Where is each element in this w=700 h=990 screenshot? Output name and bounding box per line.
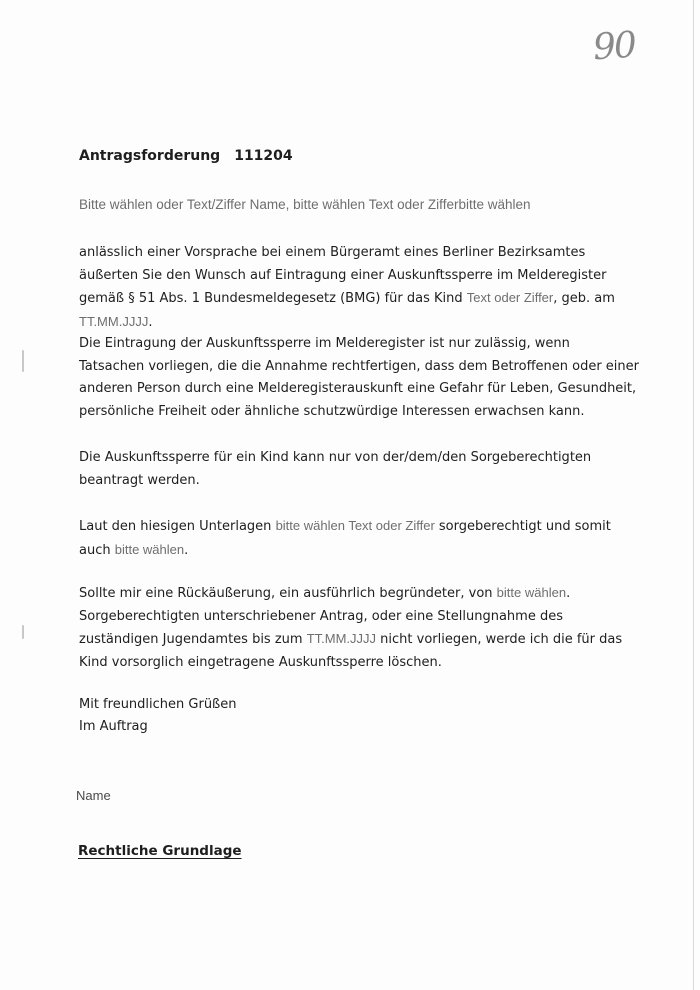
paragraph-text: . [148,314,153,330]
placeholder-child-name: Text oder Ziffer [466,290,554,305]
document-heading [79,148,293,164]
paragraph-conditions: Die Eintragung der Auskunftssperre im Melderegister ist nur zulässig, wenn Tatsachen vorliegen, die die Annahme rechtfertigen, dass dem Betroffenen oder einer anderen Person durch eine Melderegisterauskunft eine Gefahr für Leben, Gesundheit, persönliche Freiheit oder ähnliche schutzwürdige Interessen erwachsen kann. [79,336,640,419]
closing-by-order: Im Auftrag [79,719,148,734]
paragraph-text: sorgeberechtigt und somit auch [79,519,611,558]
paragraph-text: Laut den hiesigen Unterlagen [79,519,276,534]
paragraph-records [79,515,639,562]
closing-block [79,694,237,738]
heading-number: 111204 [234,148,293,164]
signer-name: Name [76,788,111,803]
paragraph-text: . Sorgeberechtigten unterschriebener Antrag, oder eine Stellungnahme des zuständigen Jugendamtes bis zum [79,586,571,647]
handwritten-page-number: 90 [591,24,637,69]
placeholder-choice: bitte wählen [496,585,567,600]
legal-basis-heading: Rechtliche Grundlage [78,843,242,859]
paragraph-deletion-notice [79,582,639,674]
placeholder-birth-date: TT.MM.JJJJ [79,313,149,329]
paragraph-guardians: Die Auskunftssperre für ein Kind kann nur von der/dem/den Sorgeberechtigten beantragt werden. [79,450,592,488]
placeholder-deadline-date: TT.MM.JJJJ [306,631,377,646]
heading-label: Antragsforderung [79,148,221,164]
paragraph-text: , geb. am [553,291,615,306]
paragraph-text: Sollte mir eine Rückäußerung, ein ausführlich begründeter, von [79,586,497,601]
scan-mark [22,625,24,639]
paragraph-text: anlässlich einer Vorsprache bei einem Bürgeramt eines Berliner Bezirksamtes äußerten Sie den Wunsch auf Eintragung einer Auskunftssperre im Melderegister gemäß § 51 Abs. 1 Bundesmeldegesetz (BMG) für das Kind [79,245,607,306]
placeholder-guardian: bitte wählen Text oder Ziffer [275,518,435,533]
paragraph-request [79,242,639,334]
paragraph-text: nicht vorliegen, werde ich die für das Kind vorsorglich eingetragene Auskunftssperre löschen. [79,632,623,670]
paragraph-text: . [184,542,189,558]
scan-edge-line [693,0,694,990]
placeholder-choice: bitte wählen [114,541,185,557]
scan-mark [22,350,24,372]
salutation-selector-line: Bitte wählen oder Text/Ziffer Name, bitte wählen Text oder Zifferbitte wählen [79,197,531,212]
closing-greeting: Mit freundlichen Grüßen [79,697,237,712]
